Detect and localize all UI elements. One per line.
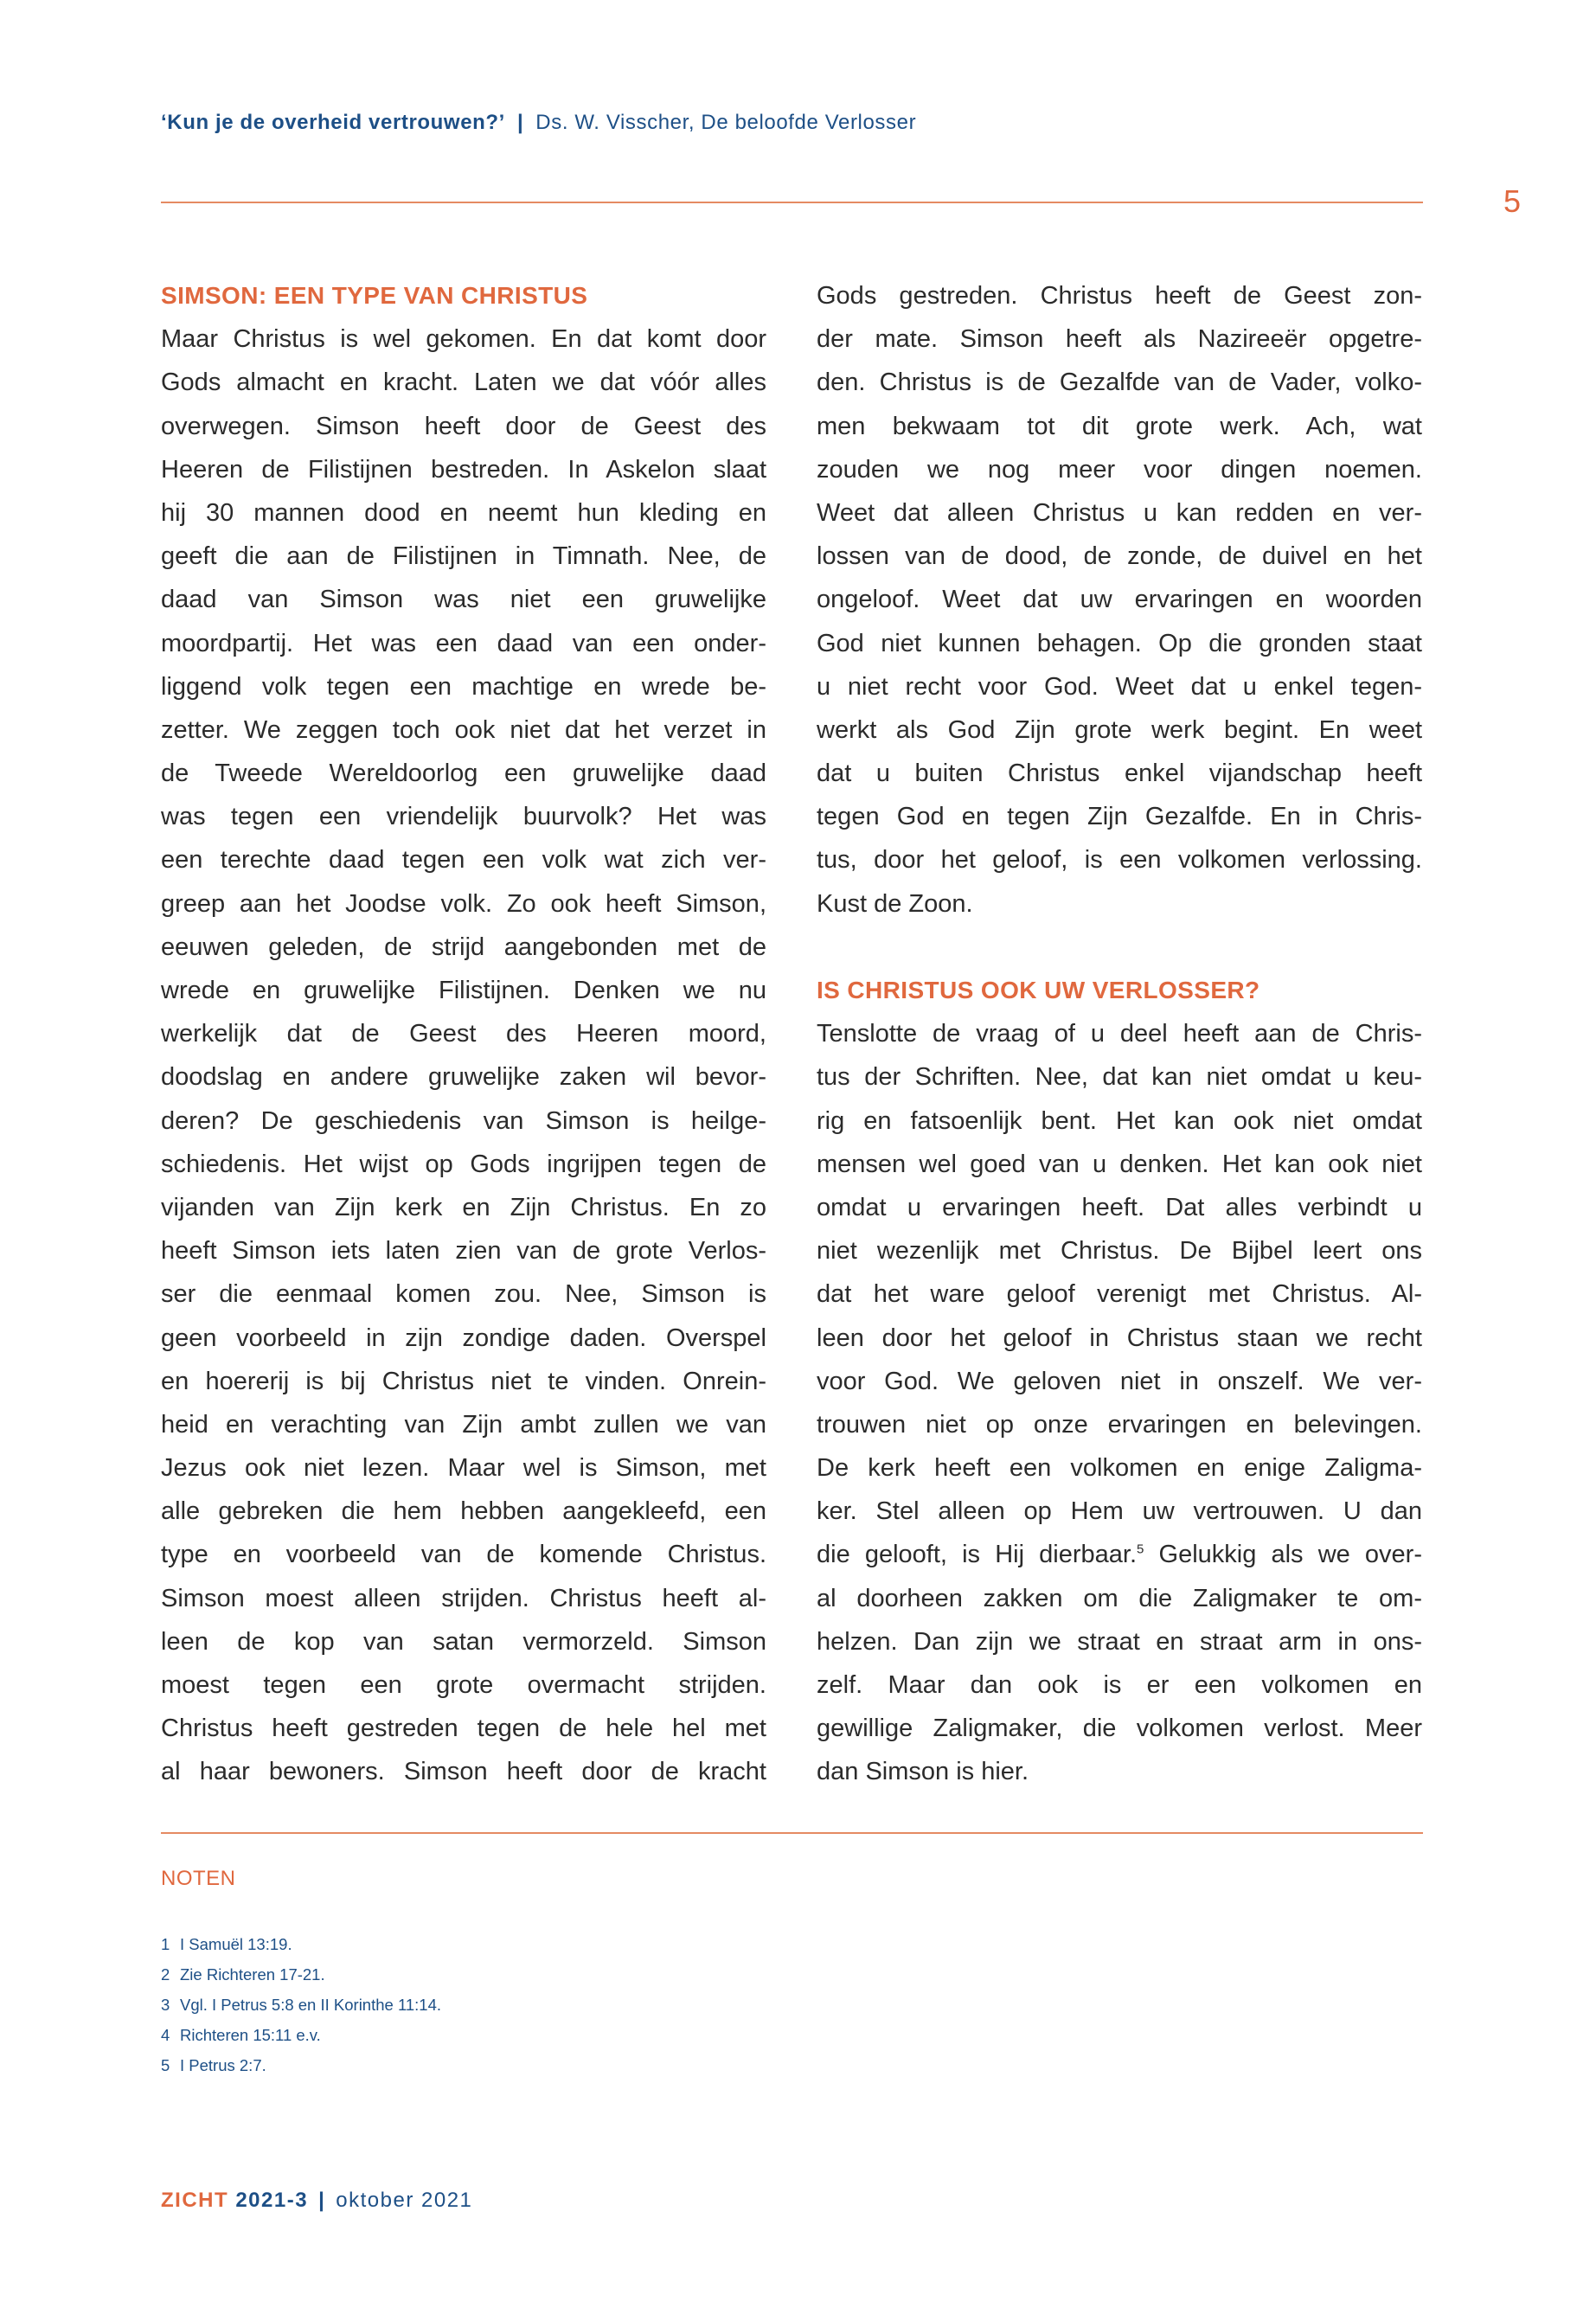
note-item: [161, 2020, 441, 2050]
note-item: [161, 1990, 441, 2020]
note-text: I Samuël 13:19.: [180, 1935, 292, 1953]
text-line: voor God. We geloven niet in onszelf. We ver-: [817, 1367, 1422, 1395]
note-text: I Petrus 2:7.: [180, 2056, 266, 2074]
text-line: Simson moest alleen strijden. Christus heeft al-: [161, 1584, 766, 1612]
section-heading-verlosser: IS CHRISTUS OOK UW VERLOSSER?: [817, 977, 1260, 1003]
page-number: 5: [1503, 183, 1522, 219]
right-column-text-part2: [817, 1012, 1422, 1533]
text-line: dan Simson is hier.: [817, 1758, 1029, 1786]
note-number: 4: [161, 2026, 170, 2044]
text-line: schiedenis. Het wijst op Gods ingrijpen tegen de: [161, 1150, 766, 1178]
left-column-text: [161, 317, 766, 1793]
text-line: geen voorbeeld in zijn zondige daden. Overspel: [161, 1324, 766, 1352]
notes-title: NOTEN: [161, 1867, 236, 1890]
text-line: Kust de Zoon.: [817, 889, 973, 918]
note-number: 1: [161, 1935, 170, 1953]
text-line: leen de kop van satan vermorzeld. Simson: [161, 1627, 766, 1656]
magazine-name: ZICHT: [161, 2189, 229, 2212]
text-line: overwegen. Simson heeft door de Geest des: [161, 412, 766, 440]
note-text: Vgl. I Petrus 5:8 en II Korinthe 11:14.: [180, 1996, 442, 2014]
right-column-text-part1: [817, 274, 1422, 926]
text-line: tus der Schriften. Nee, dat kan niet omdat u keu-: [817, 1063, 1422, 1092]
text-line: doodslag en andere gruwelijke zaken wil bevor-: [161, 1063, 766, 1092]
text-line: Weet dat alleen Christus u kan redden en ver-: [817, 498, 1422, 527]
text-line: zelf. Maar dan ook is er een volkomen en: [817, 1671, 1422, 1699]
note-text: Richteren 15:11 e.v.: [180, 2026, 321, 2044]
note-item: [161, 2050, 441, 2080]
text-line: gewillige Zaligmaker, die volkomen verlost. Meer: [817, 1715, 1422, 1743]
note-number: 5: [161, 2056, 170, 2074]
note-number: 2: [161, 1965, 170, 1984]
article-source: Ds. W. Visscher, De beloofde Verlosser: [535, 111, 917, 134]
text-line: Maar Christus is wel gekomen. En dat komt door: [161, 325, 766, 354]
left-column: [161, 274, 766, 1794]
text-line: De kerk heeft een volkomen en enige Zaligma-: [817, 1454, 1422, 1483]
text-line: God niet kunnen behagen. Op die gronden staat: [817, 629, 1422, 657]
text-line-with-footnote: [817, 1533, 1422, 1576]
header-rule: [161, 202, 1423, 203]
text-line: was tegen een vriendelijk buurvolk? Het was: [161, 803, 766, 831]
text-line: hij 30 mannen dood en neemt hun kleding en: [161, 498, 766, 527]
text-line: lossen van de dood, de zonde, de duivel en het: [817, 542, 1422, 571]
footer: [161, 2189, 472, 2213]
text-line: Gods gestreden. Christus heeft de Geest zon-: [817, 282, 1422, 310]
article-title: ‘Kun je de overheid vertrouwen?’: [161, 111, 505, 134]
running-header: [161, 111, 1424, 135]
note-text: Zie Richteren 17-21.: [180, 1965, 325, 1984]
text-line: en hoererij is bij Christus niet te vinden. Onrein-: [161, 1367, 766, 1395]
right-column-text-part3: [817, 1577, 1422, 1794]
text-line: daad van Simson was niet een gruwelijke: [161, 586, 766, 614]
right-column: [817, 274, 1422, 1794]
text-line: tegen God en tegen Zijn Gezalfde. En in Chris-: [817, 803, 1422, 831]
text-line: zouden we nog meer voor dingen noemen.: [817, 455, 1422, 484]
text-line: niet wezenlijk met Christus. De Bijbel leert ons: [817, 1237, 1422, 1266]
text-line: Christus heeft gestreden tegen de hele hel met: [161, 1715, 766, 1743]
text-line: zetter. We zeggen toch ook niet dat het verzet in: [161, 715, 766, 744]
text-line: de Tweede Wereldoorlog een gruwelijke daad: [161, 760, 766, 788]
issue-date: oktober 2021: [336, 2189, 473, 2212]
header-separator: |: [516, 111, 524, 134]
text-line: ker. Stel alleen op Hem uw vertrouwen. U dan: [817, 1497, 1422, 1526]
note-item: [161, 1959, 441, 1990]
text-line: dat u buiten Christus enkel vijandschap heeft: [817, 760, 1422, 788]
text-line: moest tegen een grote overmacht strijden.: [161, 1671, 766, 1699]
text-line: heid en verachting van Zijn ambt zullen we van: [161, 1410, 766, 1439]
text-line: Tenslotte de vraag of u deel heeft aan de Chris-: [817, 1020, 1422, 1048]
text-fragment: die gelooft, is Hij dierbaar.: [817, 1541, 1138, 1569]
notes-list: [161, 1929, 441, 2080]
note-item: [161, 1929, 441, 1959]
text-line: dat het ware geloof verenigt met Christus. Al-: [817, 1280, 1422, 1309]
text-line: trouwen niet op onze ervaringen en belevingen.: [817, 1410, 1422, 1439]
text-line: moordpartij. Het was een daad van een onder-: [161, 629, 766, 657]
text-line: leen door het geloof in Christus staan we recht: [817, 1324, 1422, 1352]
text-line: al doorheen zakken om die Zaligmaker te om-: [817, 1584, 1422, 1612]
paragraph-gap: [817, 926, 1422, 969]
text-line: geeft die aan de Filistijnen in Timnath. Nee, de: [161, 542, 766, 571]
text-line: liggend volk tegen een machtige en wrede be-: [161, 672, 766, 701]
text-line: eeuwen geleden, de strijd aangebonden met de: [161, 933, 766, 961]
text-line: den. Christus is de Gezalfde van de Vader, volko-: [817, 369, 1422, 397]
text-line: type en voorbeeld van de komende Christus.: [161, 1541, 766, 1569]
text-line: werkelijk dat de Geest des Heeren moord,: [161, 1020, 766, 1048]
text-line: greep aan het Joodse volk. Zo ook heeft Simson,: [161, 889, 766, 918]
text-line: ongeloof. Weet dat uw ervaringen en woorden: [817, 586, 1422, 614]
text-line: tus, door het geloof, is een volkomen verlossing.: [817, 846, 1422, 875]
text-line: der mate. Simson heeft als Nazireeër opgetre-: [817, 325, 1422, 354]
text-line: deren? De geschiedenis van Simson is heilge-: [161, 1106, 766, 1135]
note-number: 3: [161, 1996, 170, 2014]
text-line: u niet recht voor God. Weet dat u enkel tegen-: [817, 672, 1422, 701]
text-line: Jezus ook niet lezen. Maar wel is Simson, met: [161, 1454, 766, 1483]
text-line: mensen wel goed van u denken. Het kan ook niet: [817, 1150, 1422, 1178]
text-line: ser die eenmaal komen zou. Nee, Simson is: [161, 1280, 766, 1309]
text-line: omdat u ervaringen heeft. Dat alles verbindt u: [817, 1193, 1422, 1221]
text-line: Gods almacht en kracht. Laten we dat vóór alles: [161, 369, 766, 397]
issue-number: 2021-3: [235, 2189, 309, 2212]
section-heading-simson: SIMSON: EEN TYPE VAN CHRISTUS: [161, 282, 588, 309]
text-line: wrede en gruwelijke Filistijnen. Denken we nu: [161, 977, 766, 1004]
text-line: vijanden van Zijn kerk en Zijn Christus. En zo: [161, 1193, 766, 1221]
text-line: heeft Simson iets laten zien van de grote Verlos-: [161, 1237, 766, 1266]
text-fragment: Gelukkig als we over-: [1144, 1541, 1422, 1569]
text-line: rig en fatsoenlijk bent. Het kan ook niet omdat: [817, 1106, 1422, 1135]
footnote-reference[interactable]: 5: [1137, 1541, 1144, 1557]
text-line: werkt als God Zijn grote werk begint. En weet: [817, 715, 1422, 744]
footer-separator: |: [318, 2189, 326, 2212]
text-line: men bekwaam tot dit grote werk. Ach, wat: [817, 412, 1422, 440]
text-line: al haar bewoners. Simson heeft door de kracht: [161, 1758, 766, 1786]
text-line: een terechte daad tegen een volk wat zich ver-: [161, 846, 766, 875]
notes-rule: [161, 1832, 1423, 1834]
text-line: alle gebreken die hem hebben aangekleefd, een: [161, 1497, 766, 1526]
text-line: helzen. Dan zijn we straat en straat arm in ons-: [817, 1627, 1422, 1656]
text-line: Heeren de Filistijnen bestreden. In Askelon slaat: [161, 455, 766, 484]
